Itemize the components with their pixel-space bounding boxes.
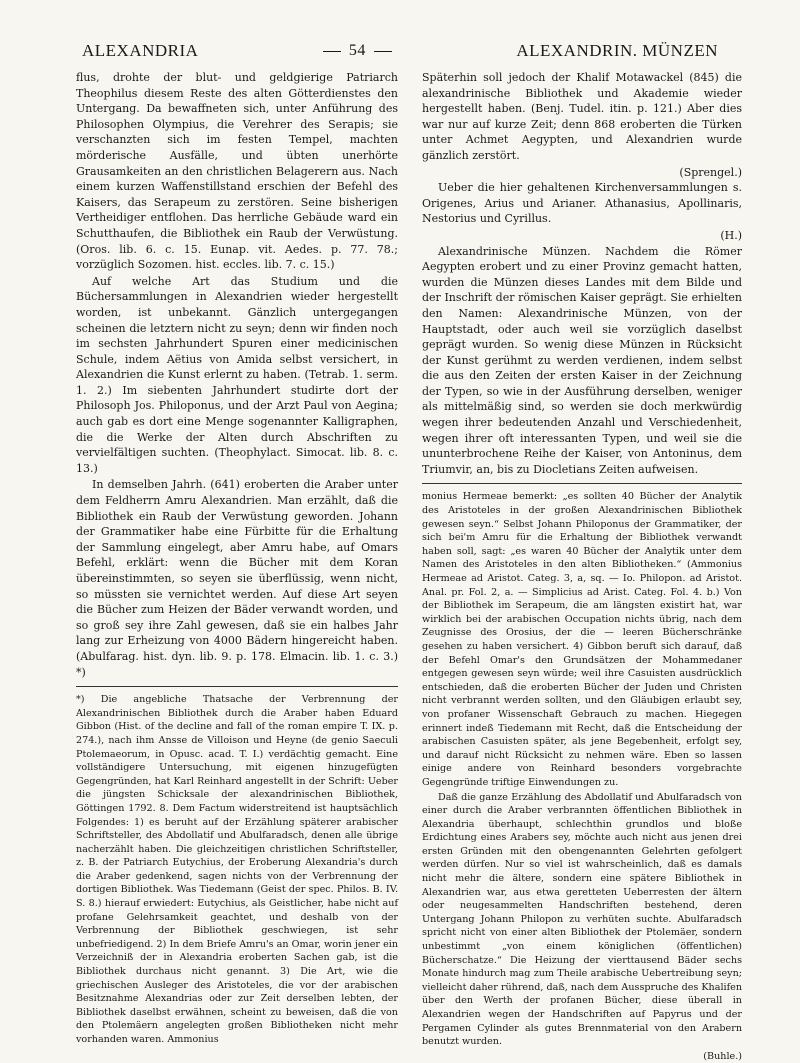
left-paragraph-2: Auf welche Art das Studium und die Büchersammlungen in Alexandrien wieder hergestellt worden, ist unbekannt. Gänzlich untergegangen scheinen die letztern nicht zu seyn; denn wir finden noch im sechsten Jahrhundert Spuren einer medicinischen Schule, indem Aëtius von Amida selbst versichert, in Alexandrien die Kunst erlernt zu haben. (Tetrab. 1. serm. 1. 2.) Im siebenten Jahrhundert studirte dort der Philosoph Jos. Philoponus, und der Arzt Paul von Aegina; auch gab es dort eine Menge sogenannter Kalligraphen, die die Werke der Alten durch Abschriften zu vervielfältigen suchten. (Theophylact. Simocat. lib. 8. c. 13.) [76,274,398,475]
right-paragraph-3: Alexandrinische Münzen. Nachdem die Römer Aegypten erobert und zu einer Provinz gemacht hatten, wurden die Münzen dieses Landes mit dem Bilde und der Inschrift der römischen Kaiser geprägt. Sie erhielten den Namen: Alexandrinische Münzen, von der Hauptstadt, oder auch weil sie vorzüglich daselbst geprägt wurden. So wenig diese Münzen in Rücksicht der Kunst gerühmt zu werden verdienen, indem selbst die aus den Zeiten der ersten Kaiser in der Zeichnung der Typen, so wie in der Ausführung derselben, weniger als mittelmäßig sind, so werden sie doch merkwürdig wegen ihrer bedeutenden Anzahl und Verschiedenheit, wegen ihrer oft interessanten Typen, und weil sie die ununterbrochene Reihe der Kaiser, von Antoninus, dem Triumvir, an, bis zu Diocletians Zeiten aufweisen. [422,244,742,476]
right-footnote-1: monius Hermeae bemerkt: „es sollten 40 Bücher der Analytik des Aristoteles in der großen Alexandrinischen Bibliothek gewesen seyn.“ Selbst Johann Philoponus der Grammatiker, der sich bei'm Amru für die Erhaltung der Bibliothek verwandt haben soll, sagt: „es waren 40 Bücher der Analytik unter dem Namen des Aristoteles in den alten Bibliotheken.“ (Ammonius Hermeae ad Aristot. Categ. 3, a, sq. — Io. Philopon. ad Aristot. Anal. pr. Fol. 2, a. — Simplicius ad Arist. Categ. Fol. 4. b.) Von der Bibliothek im Serapeum, die am längsten existirt hat, war wirklich bei der arabischen Occupation nichts übrig, nach dem Zeugnisse des Orosius, der die — leeren Bücherschränke gesehen zu haben versichert. 4) Gibbon beruft sich darauf, daß der Befehl Omar's den Grundsätzen der Mohammedaner entgegen gewesen seyn würde; weil ihre Casuisten ausdrücklich entschieden, daß die eroberten Bücher der Juden und Christen nicht verbrannt werden sollten, und den Gläubigen erlaubt sey, von profaner Wissenschaft Gebrauch zu machen. Hiegegen erinnert indeß Tiedemann mit Recht, daß die Entscheidung der arabischen Casuisten später, als jene Begebenheit, erfolgt sey, und darauf nicht Rücksicht zu nehmen wäre. Eben so lassen einige andere von Reinhard besonders vorgebrachte Gegengründe triftige Einwendungen zu. [422,491,742,788]
running-title-right: ALEXANDRIN. MÜNZEN [516,41,718,60]
running-title-left: ALEXANDRIA [82,41,199,60]
footnote-divider [76,686,398,687]
right-column [422,70,742,1063]
signature-buhle: (Buhle.) [703,1050,742,1062]
right-paragraph-1: Späterhin soll jedoch der Khalif Motawackel (845) die alexandrinische Bibliothek und Akademie wieder hergestellt haben. (Benj. Tudel. itin. p. 121.) Aber dies war nur auf kurze Zeit; denn 868 eroberten die Türken unter Achmet Aegypten, und Alexandrien wurde gänzlich zerstört. [422,71,742,162]
page-number-group [323,42,392,60]
left-paragraph-1: flus, drohte der blut- und geldgierige Patriarch Theophilus diesem Reste des alten Götterdienstes den Untergang. Da bewaffneten sich, unter Anführung des Philosophen Olympius, die Verehrer des Serapis; sie verschanzten sich im festen Tempel, machten mörderische Ausfälle, und übten unerhörte Grausamkeiten an den christlichen Belagerern aus. Nach einem kurzen Waffenstillstand erschien der Befehl des Kaisers, das Serapeum zu zerstören. Seine bisherigen Vertheidiger entflohen. Das herrliche Gebäude ward ein Schutthaufen, die Bibliothek ein Raub der Verwüstung. (Oros. lib. 6. c. 15. Eunap. vit. Aedes. p. 77. 78.; vorzüglich Sozomen. hist. eccles. lib. 7. c. 15.) [76,71,398,272]
left-column [76,70,398,1048]
dash-left [323,51,341,52]
dash-right [374,51,392,52]
signature-h: (H.) [720,228,742,242]
page-number: 54 [348,42,366,59]
signature-sprengel: (Sprengel.) [679,165,742,179]
right-footnote-2: Daß die ganze Erzählung des Abdollatif und Abulfaradsch von einer durch die Araber verbrannten öffentlichen Bibliothek in Alexandria überhaupt, schlechthin grundlos und bloße Erdichtung eines Arabers sey, möchte auch nicht aus jenen drei ersten Gründen mit den obengenannten Gelehrten gefolgert werden dürfen. Nur so viel ist wahrscheinlich, daß es damals nicht mehr die ältere, sondern eine spätere Bibliothek in Alexandrien war, aus etwa geretteten Ueberresten der ältern oder neugesammelten Handschriften bestehend, deren Untergang Johann Philopon zu verhüten suchte. Abulfaradsch spricht nicht von einer alten Bibliothek der Ptolemäer, sondern unbestimmt „von einem königlichen (öffentlichen) Bücherschatze.“ Die Heizung der vierttausend Bäder sechs Monate hindurch mag zum Theile arabische Uebertreibung seyn; vielleicht daher rührend, daß, nach dem Ausspruche des Khalifen über den Werth der profanen Bücher, diese überall in Alexandrien wegen der Handschriften auf Papyrus und der Pergamen Cylinder als gutes Brennmaterial von den Arabern benutzt wurden. [422,791,742,1048]
page-header [82,38,718,64]
footnote-divider-right [422,483,742,484]
left-paragraph-3: In demselben Jahrh. (641) eroberten die Araber unter dem Feldherrn Amru Alexandrien. Man erzählt, daß die Bibliothek ein Raub der Verwüstung geworden. Johann der Grammatiker habe eine Fürbitte für die Erhaltung der Sammlung eingelegt, aber Amru habe, auf Omars Befehl, erklärt: wenn die Bücher mit dem Koran übereinstimmten, so seyen sie überflüssig, wenn nicht, so müssten sie vernichtet werden. Auf diese Art seyen die Bücher zum Heizen der Bäder verwandt worden, und so groß sey ihre Zahl gewesen, daß sie ein halbes Jahr lang zur Erheizung von 4000 Bädern hingereicht haben. (Abulfarag. hist. dyn. lib. 9. p. 178. Elmacin. lib. 1. c. 3.) *) [76,478,398,679]
right-paragraph-2: Ueber die hier gehaltenen Kirchenversammlungen s. Origenes, Arius und Arianer. Athanasius, Apollinaris, Nestorius und Cyrillus. [422,181,742,226]
left-footnote: *) Die angebliche Thatsache der Verbrennung der Alexandrinischen Bibliothek durch die Araber haben Eduard Gibbon (Hist. of the decline and fall of the roman empire T. IX. p. 274.), nach ihm Ansse de Villoison und Heyne (de genio Saeculi Ptolemaeorum, in Opusc. acad. T. I.) verdächtig gemacht. Eine vollständigere Untersuchung, mit eigenen hinzugefügten Gegengründen, hat Karl Reinhard angestellt in der Schrift: Ueber die jüngsten Schicksale der alexandrinischen Bibliothek, Göttingen 1792. 8. Dem Factum widerstreitend ist hauptsächlich Folgendes: 1) es beruht auf der Erzählung späterer arabischer Schriftsteller, des Abdollatif und Abulfaradsch, denen alle übrige nacherzählt haben. Die gleichzeitigen christlichen Schriftsteller, z. B. der Patriarch Eutychius, der Eroberung Alexandria's durch die Araber gedenkend, sagen nichts von der Verbrennung der dortigen Bibliothek. Was Tiedemann (Geist der spec. Philos. B. IV. S. 8.) hierauf erwiedert: Eutychius, als Geistlicher, habe nicht auf profane Gelehrsamkeit geachtet, und deshalb von der Verbrennung der Bibliothek geschwiegen, ist sehr unbefriedigend. 2) In dem Briefe Amru's an Omar, worin jener ein Verzeichniß der in Alexandria eroberten Sachen gab, ist die Bibliothek durchaus nicht genannt. 3) Die Art, wie die griechischen Ausleger des Aristoteles, die vor der arabischen Besitznahme Alexandrias oder zur Zeit derselben lebten, der Bibliothek daselbst erwähnen, scheint zu beweisen, daß die von den Ptolemäern angelegten großen Bibliotheken nicht mehr vorhanden waren. Ammonius [76,694,398,1045]
